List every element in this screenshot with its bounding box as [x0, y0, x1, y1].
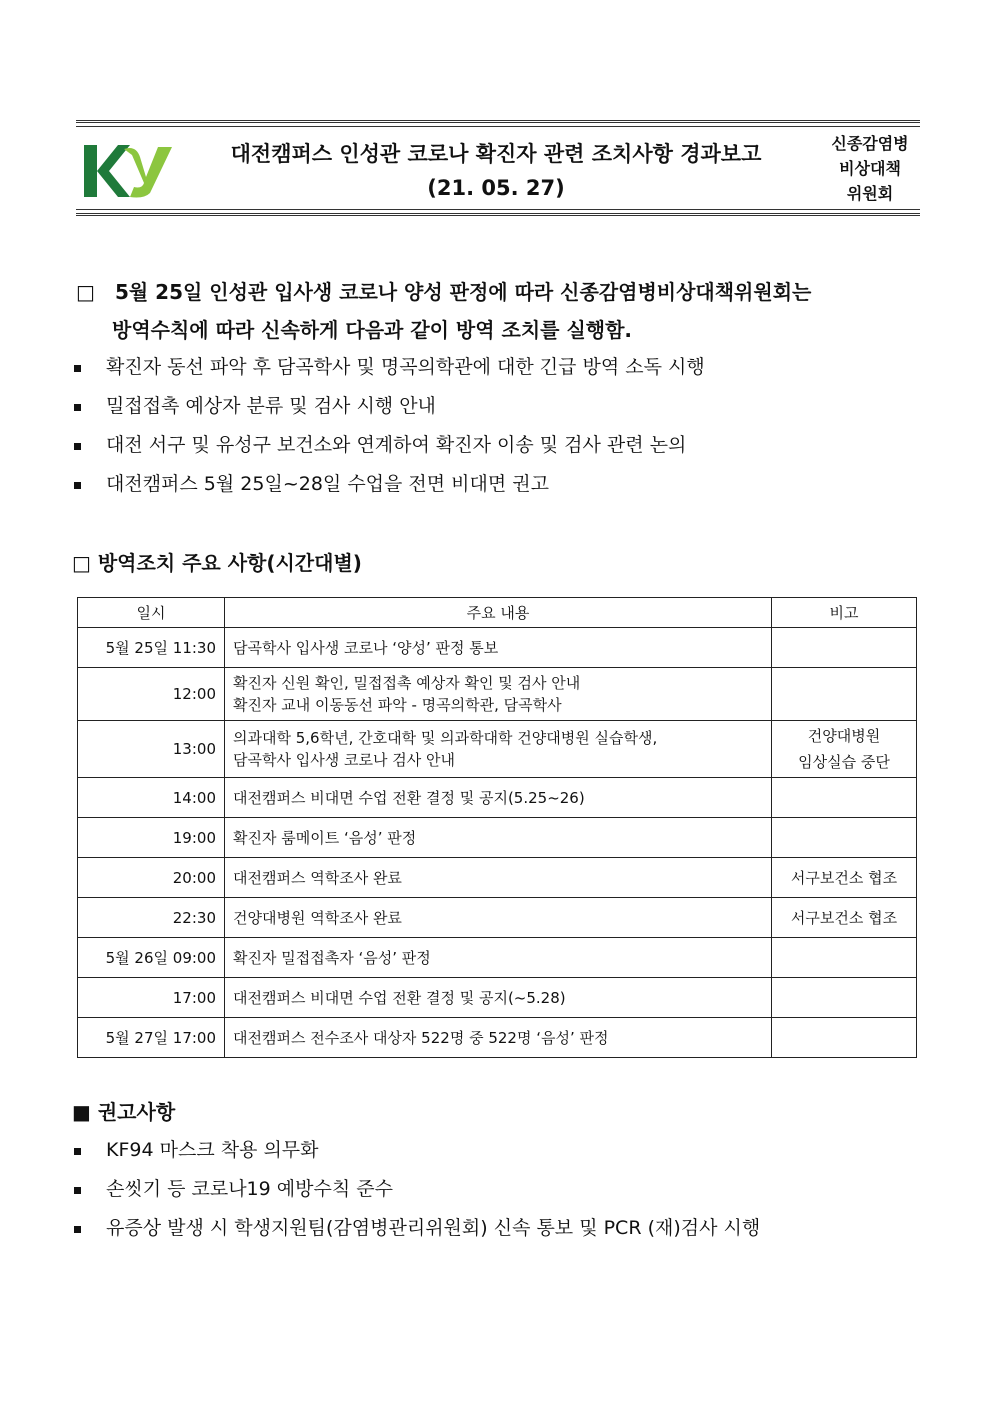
list-item: KF94 마스크 착용 의무화 — [70, 1131, 760, 1170]
row-time: 5월 25일 11:30 — [78, 628, 225, 668]
table-row — [78, 938, 917, 978]
table-header-row — [78, 598, 917, 628]
row-note — [772, 1018, 917, 1058]
bullet-square-icon — [74, 404, 81, 411]
recommendation-list — [70, 1131, 760, 1248]
committee-line-2: 비상대책 — [839, 159, 901, 178]
table-row — [78, 818, 917, 858]
report-date: (21. 05. 27) — [427, 176, 565, 200]
row-content: 대전캠퍼스 비대면 수업 전환 결정 및 공지(5.25~26) — [225, 778, 772, 818]
bullet-square-icon — [74, 443, 81, 450]
row-content: 확진자 신원 확인, 밀접접촉 예상자 확인 및 검사 안내 확진자 교내 이동동선 파악 - 명곡의학관, 담곡학사 — [225, 668, 772, 721]
row-time: 22:30 — [78, 898, 225, 938]
table-row — [78, 1018, 917, 1058]
row-note — [772, 938, 917, 978]
row-content: 대전캠퍼스 역학조사 완료 — [225, 858, 772, 898]
bullet-square-icon — [74, 365, 81, 372]
table-row — [78, 858, 917, 898]
list-item: 확진자 동선 파악 후 담곡학사 및 명곡의학관에 대한 긴급 방역 소독 시행 — [70, 348, 705, 387]
list-item: 유증상 발생 시 학생지원팀(감염병관리위원회) 신속 통보 및 PCR (재)검사 시행 — [70, 1209, 760, 1248]
report-header — [76, 120, 920, 216]
table-row — [78, 668, 917, 721]
lead-line-2: 방역수칙에 따라 신속하게 다음과 같이 방역 조치를 실행함. — [112, 318, 633, 342]
row-time: 5월 26일 09:00 — [78, 938, 225, 978]
report-title — [196, 137, 796, 205]
row-note — [772, 978, 917, 1018]
column-header-note: 비고 — [772, 598, 917, 628]
row-note: 서구보건소 협조 — [772, 858, 917, 898]
header-rule-top — [76, 126, 920, 127]
row-time: 5월 27일 17:00 — [78, 1018, 225, 1058]
committee-line-3: 위원회 — [846, 184, 894, 203]
table-row — [78, 898, 917, 938]
row-content: 대전캠퍼스 비대면 수업 전환 결정 및 공지(~5.28) — [225, 978, 772, 1018]
lead-paragraph — [76, 273, 926, 349]
list-item: 밀접접촉 예상자 분류 및 검사 시행 안내 — [70, 387, 705, 426]
table-row — [78, 978, 917, 1018]
row-content: 확진자 룸메이트 ‘음성’ 판정 — [225, 818, 772, 858]
bullet-square-icon — [74, 1226, 81, 1233]
row-content: 담곡학사 입사생 코로나 ‘양성’ 판정 통보 — [225, 628, 772, 668]
row-content: 건양대병원 역학조사 완료 — [225, 898, 772, 938]
action-list — [70, 348, 705, 504]
table-row — [78, 778, 917, 818]
committee-name — [820, 131, 920, 206]
row-content: 의과대학 5,6학년, 간호대학 및 의과학대학 건양대병원 실습학생, 담곡학사 입사생 코로나 검사 안내 — [225, 721, 772, 778]
row-content: 대전캠퍼스 전수조사 대상자 522명 중 522명 ‘음성’ 판정 — [225, 1018, 772, 1058]
university-logo — [84, 143, 176, 199]
committee-line-1: 신종감염병 — [831, 134, 909, 153]
row-time: 13:00 — [78, 721, 225, 778]
row-time: 12:00 — [78, 668, 225, 721]
bullet-square-icon — [74, 482, 81, 489]
section-title-recommendations: ■ 권고사항 — [72, 1100, 176, 1124]
row-note — [772, 668, 917, 721]
row-note — [772, 818, 917, 858]
header-rule-bottom — [76, 209, 920, 210]
table-row — [78, 628, 917, 668]
list-item: 대전캠퍼스 5월 25일~28일 수업을 전면 비대면 권고 — [70, 465, 705, 504]
column-header-content: 주요 내용 — [225, 598, 772, 628]
row-time: 14:00 — [78, 778, 225, 818]
timeline-table — [77, 597, 917, 1058]
row-time: 17:00 — [78, 978, 225, 1018]
checkbox-marker: □ — [76, 280, 95, 304]
section-title-timeline: □ 방역조치 주요 사항(시간대별) — [72, 551, 362, 575]
row-note: 서구보건소 협조 — [772, 898, 917, 938]
list-item: 대전 서구 및 유성구 보건소와 연계하여 확진자 이송 및 검사 관련 논의 — [70, 426, 705, 465]
table-row — [78, 721, 917, 778]
row-time: 20:00 — [78, 858, 225, 898]
list-item: 손씻기 등 코로나19 예방수칙 준수 — [70, 1170, 760, 1209]
row-note — [772, 778, 917, 818]
report-title-main: 대전캠퍼스 인성관 코로나 확진자 관련 조치사항 경과보고 — [230, 142, 762, 166]
bullet-square-icon — [74, 1187, 81, 1194]
row-note: 건양대병원 임상실습 중단 — [772, 721, 917, 778]
lead-line-1: 5월 25일 인성관 입사생 코로나 양성 판정에 따라 신종감염병비상대책위원회는 — [114, 280, 812, 304]
row-content: 확진자 밀접접촉자 ‘음성’ 판정 — [225, 938, 772, 978]
row-note — [772, 628, 917, 668]
row-time: 19:00 — [78, 818, 225, 858]
bullet-square-icon — [74, 1148, 81, 1155]
column-header-time: 일시 — [78, 598, 225, 628]
